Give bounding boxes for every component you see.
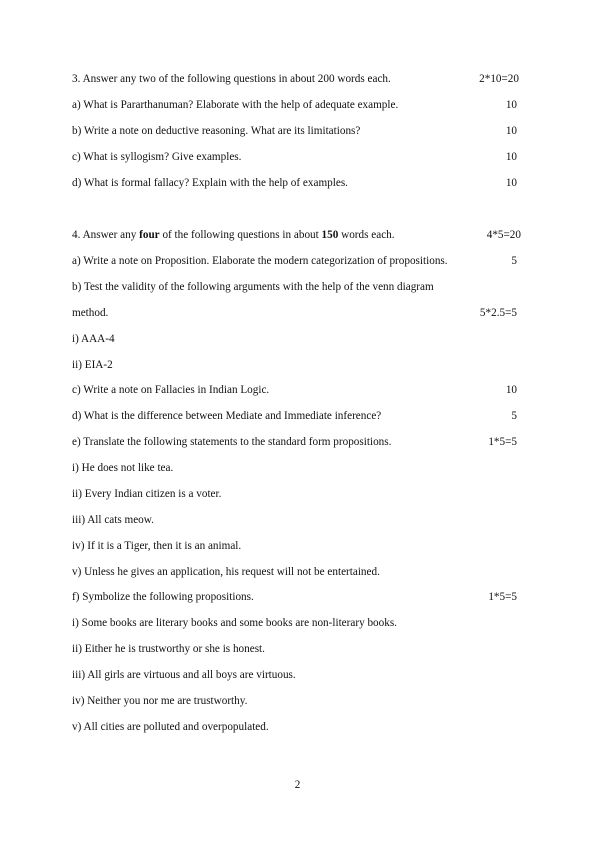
q4-header-bold-count: four — [139, 229, 160, 241]
q3-item-d-marks: 10 — [505, 177, 517, 189]
q3-item-a-marks: 10 — [505, 99, 517, 111]
q3-item-a: a) What is Pararthanuman? Elaborate with the help of adequate example. — [72, 99, 399, 111]
q4-item-f-sub-4: iv) Neither you nor me are trustworthy. — [72, 695, 248, 707]
q4-item-a-marks: 5 — [511, 255, 517, 267]
q3-item-c: c) What is syllogism? Give examples. — [72, 151, 242, 163]
q4-header — [72, 228, 395, 242]
q4-item-c: c) Write a note on Fallacies in Indian Logic. — [72, 384, 270, 396]
q3-item-d: d) What is formal fallacy? Explain with the help of examples. — [72, 177, 348, 189]
q4-item-f-sub-1: i) Some books are literary books and some books are non-literary books. — [72, 617, 397, 629]
q4-item-f-sub-5: v) All cities are polluted and overpopulated. — [72, 721, 269, 733]
q4-item-b-line2: method. — [72, 307, 109, 319]
q4-header-post: words each. — [338, 229, 395, 241]
q4-item-e-sub-4: iv) If it is a Tiger, then it is an animal. — [72, 540, 242, 552]
q4-header-pre: 4. Answer any — [72, 229, 140, 241]
q4-item-b-sub-2: ii) EIA-2 — [72, 359, 113, 371]
page-number: 2 — [294, 779, 301, 791]
q3-header-marks: 2*10=20 — [479, 73, 519, 85]
q4-header-mid: of the following questions in about — [159, 229, 322, 241]
q4-item-e: e) Translate the following statements to the standard form propositions. — [72, 436, 392, 448]
q4-item-d: d) What is the difference between Mediate and Immediate inference? — [72, 410, 382, 422]
q4-item-c-marks: 10 — [505, 384, 517, 396]
q4-item-f-sub-3: iii) All girls are virtuous and all boys are virtuous. — [72, 669, 296, 681]
q3-item-c-marks: 10 — [505, 151, 517, 163]
q4-item-a: a) Write a note on Proposition. Elaborate the modern categorization of propositions. — [72, 255, 448, 267]
q4-item-f-marks: 1*5=5 — [488, 591, 517, 603]
q4-item-b-marks: 5*2.5=5 — [479, 307, 517, 319]
q4-item-b-line1: b) Test the validity of the following arguments with the help of the venn diagram — [72, 281, 434, 293]
q4-item-e-marks: 1*5=5 — [488, 436, 517, 448]
q4-item-e-sub-1: i) He does not like tea. — [72, 462, 174, 474]
q4-item-b-sub-1: i) AAA-4 — [72, 333, 115, 345]
q4-item-e-sub-2: ii) Every Indian citizen is a voter. — [72, 488, 222, 500]
q4-item-f: f) Symbolize the following propositions. — [72, 591, 254, 603]
q4-item-e-sub-5: v) Unless he gives an application, his request will not be entertained. — [72, 566, 380, 578]
q4-item-f-sub-2: ii) Either he is trustworthy or she is honest. — [72, 643, 265, 655]
q4-item-e-sub-3: iii) All cats meow. — [72, 514, 154, 526]
q3-item-b-marks: 10 — [505, 125, 517, 137]
q4-item-d-marks: 5 — [511, 410, 517, 422]
q3-item-b: b) Write a note on deductive reasoning. What are its limitations? — [72, 125, 361, 137]
q3-header: 3. Answer any two of the following questions in about 200 words each. — [72, 73, 391, 85]
q4-header-marks: 4*5=20 — [486, 229, 521, 241]
q4-header-bold-words: 150 — [321, 229, 339, 241]
